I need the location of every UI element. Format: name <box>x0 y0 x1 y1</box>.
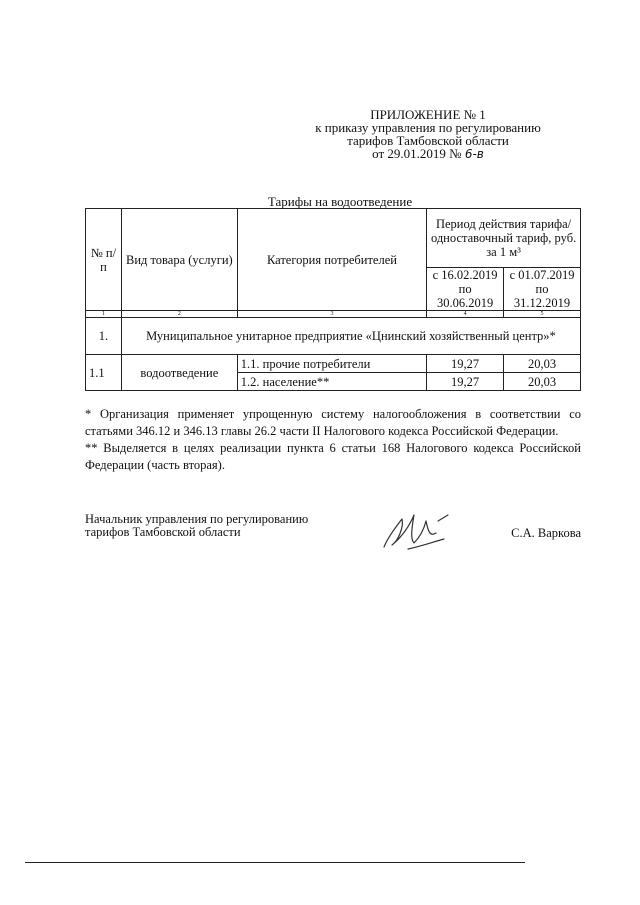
signatory-position: Начальник управления по регулированию тарифов Тамбовской области <box>85 512 309 539</box>
order-number-handwritten: 6-в <box>464 147 484 161</box>
footnotes <box>85 406 581 474</box>
organization-row <box>86 318 581 355</box>
organization-name: Муниципальное унитарное предприятие «Цнинский хозяйственный центр»* <box>121 318 580 355</box>
header-product: Вид товара (услуги) <box>121 209 237 311</box>
handwritten-signature <box>378 507 458 557</box>
order-date-text: от 29.01.2019 № <box>372 146 462 161</box>
appendix-line-1: к приказу управления по регулированию <box>315 120 541 135</box>
column-index: 2 <box>121 311 237 318</box>
row-tariff-2: 20,03 <box>504 355 581 373</box>
organization-number: 1. <box>86 318 122 355</box>
tariff-table <box>85 208 581 391</box>
row-tariff-2: 20,03 <box>504 373 581 391</box>
header-period-1: с 16.02.2019 по 30.06.2019 <box>427 268 504 311</box>
appendix-line-2: тарифов Тамбовской области <box>347 133 509 148</box>
column-index: 3 <box>237 311 426 318</box>
footnote-1: * Организация применяет упрощенную систему налогообложения в соответствии со статьями 346.12 и 346.13 главы 26.2 части II Налогового кодекса Российской Федерации. <box>85 407 581 438</box>
header-number: № п/п <box>86 209 122 311</box>
header-period: Период действия тарифа/одноставочный тариф, руб. за 1 м³ <box>427 209 581 268</box>
table-header-row <box>86 209 581 268</box>
row-tariff-1: 19,27 <box>427 373 504 391</box>
row-tariff-1: 19,27 <box>427 355 504 373</box>
column-index: 4 <box>427 311 504 318</box>
service-name: водоотведение <box>121 355 237 391</box>
footnote-2: ** Выделяется в целях реализации пункта 6 статьи 168 Налогового кодекса Российской Федерации (часть вторая). <box>85 441 581 472</box>
appendix-order-date <box>288 147 568 161</box>
column-index-row <box>86 311 581 318</box>
bottom-divider <box>25 862 525 863</box>
header-period-2: с 01.07.2019 по 31.12.2019 <box>504 268 581 311</box>
row-category: 1.2. население** <box>237 373 426 391</box>
signatory-name: С.А. Варкова <box>511 526 581 540</box>
table-row <box>86 355 581 373</box>
appendix-header <box>288 108 568 161</box>
header-category: Категория потребителей <box>237 209 426 311</box>
table-title: Тарифы на водоотведение <box>267 194 413 209</box>
service-number: 1.1 <box>86 355 122 391</box>
column-index: 5 <box>504 311 581 318</box>
row-category: 1.1. прочие потребители <box>237 355 426 373</box>
column-index: 1 <box>86 311 122 318</box>
appendix-title: ПРИЛОЖЕНИЕ № 1 <box>370 107 486 122</box>
signature-block <box>85 513 581 573</box>
